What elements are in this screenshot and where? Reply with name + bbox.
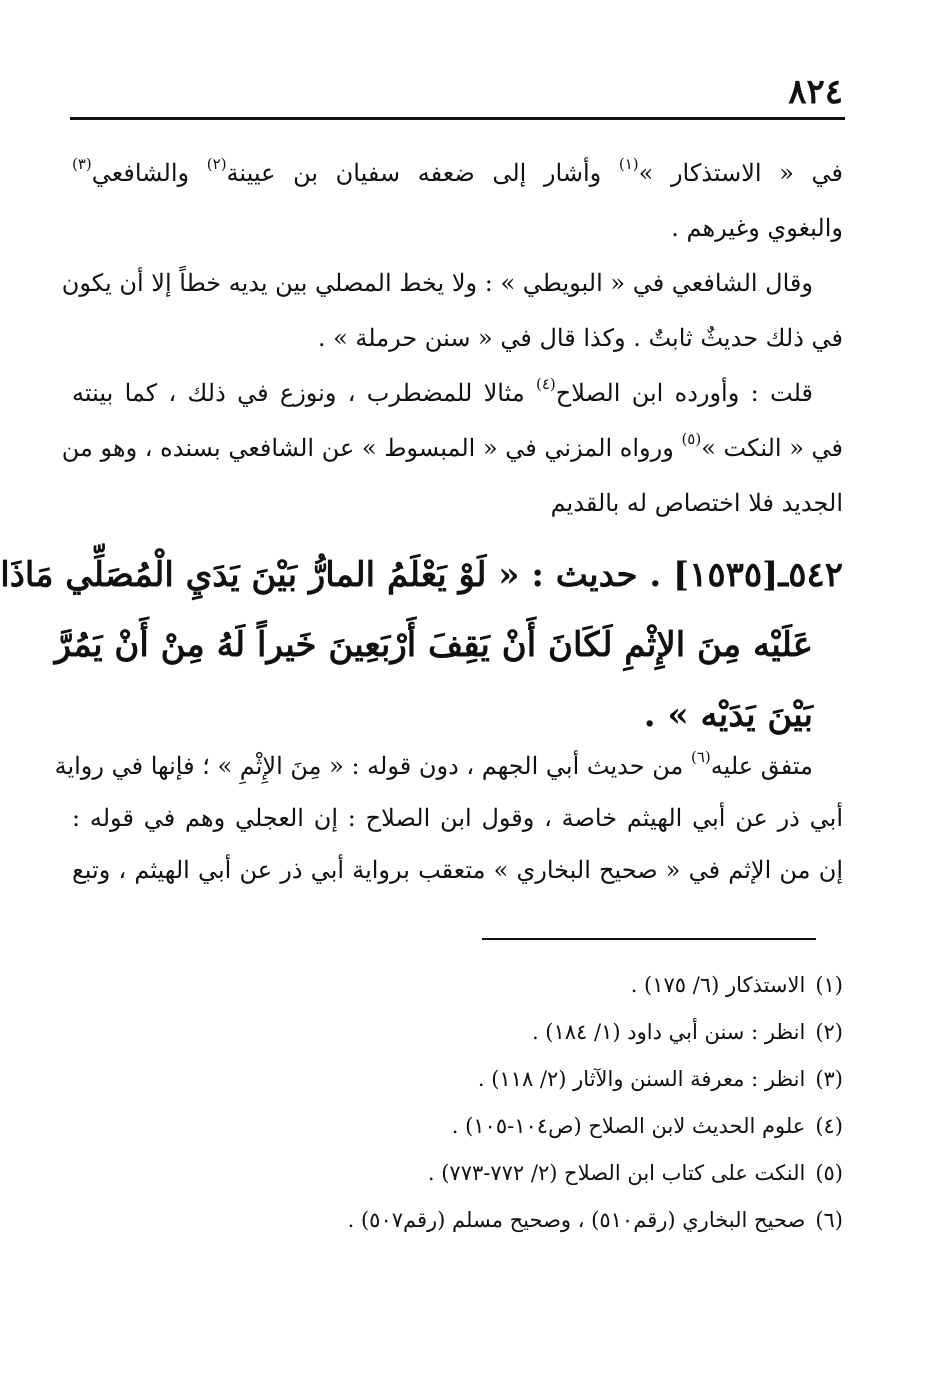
hadith-block bbox=[0, 540, 843, 750]
footnote-text: النكت على كتاب ابن الصلاح (٢/ ٧٧٢-٧٧٣) . bbox=[427, 1161, 806, 1185]
text-line: في ذلك حديثٌ ثابتٌ . وكذا قال في « سنن حرملة » . bbox=[317, 324, 843, 352]
text-line: الجديد فلا اختصاص له بالقديم bbox=[550, 489, 843, 517]
footnote-number: (٤) bbox=[815, 1114, 843, 1138]
footnote-text: الاستذكار (٦/ ١٧٥) . bbox=[630, 973, 806, 997]
header-rule bbox=[70, 117, 845, 120]
footnote-ref[interactable]: (٦) bbox=[690, 748, 711, 766]
text-line: وقال الشافعي في « البويطي » : ولا يخط المصلي بين يديه خطاً إلا أن يكون bbox=[61, 269, 813, 297]
text-line: أبي ذر عن أبي الهيثم خاصة ، وقول ابن الصلاح : إن العجلي وهم في قوله : bbox=[72, 804, 843, 832]
text-line: في « النكت »$^{(٥)}$ ورواه المزني في « المبسوط » عن الشافعي بسنده ، وهو من bbox=[61, 430, 843, 462]
footnote-text: انظر : معرفة السنن والآثار (٢/ ١١٨) . bbox=[477, 1067, 806, 1091]
main-text bbox=[61, 146, 843, 531]
hadith-line: ٥٤٢ـ[١٥٣٥] . حديث : « لَوْ يَعْلَمُ المارُّ بَيْنَ يَدَيِ الْمُصَلِّي مَاذَا bbox=[0, 555, 843, 595]
footnote-text: صحيح البخاري (رقم٥١٠) ، وصحيح مسلم (رقم٥٠٧) . bbox=[347, 1208, 806, 1232]
hadith-line: بَيْنَ يَدَيْه » . bbox=[643, 695, 813, 735]
footnote-item bbox=[120, 1197, 843, 1244]
text-line: متفق عليه$^{(٦)}$ من حديث أبي الجهم ، دون قوله : « مِنَ الإِثْمِ » ؛ فإنها في رواية bbox=[54, 748, 813, 780]
hadith-line: عَلَيْه مِنَ الإِثْمِ لَكَانَ أَنْ يَقِفَ أَرْبَعِينَ خَيراً لَهُ مِنْ أَنْ يَمُرَّ bbox=[54, 625, 813, 665]
footnote-number: (٢) bbox=[815, 1020, 843, 1044]
footnote-number: (١) bbox=[815, 973, 843, 997]
paragraph-1 bbox=[72, 146, 843, 256]
footnote-ref[interactable]: (١) bbox=[618, 155, 639, 173]
commentary-text bbox=[54, 740, 843, 896]
footnote-number: (٥) bbox=[815, 1161, 843, 1185]
footnote-item bbox=[120, 962, 843, 1009]
footnote-ref[interactable]: (٥) bbox=[681, 430, 702, 448]
footnote-text: علوم الحديث لابن الصلاح (ص١٠٤-١٠٥) . bbox=[451, 1114, 806, 1138]
paragraph-2 bbox=[61, 256, 843, 366]
hadith-number: ٥٤٢ـ[١٥٣٥] . bbox=[649, 555, 843, 595]
text-line: والبغوي وغيرهم . bbox=[671, 214, 843, 242]
text-line: في « الاستذكار »$^{(١)}$ وأشار إلى ضعفه سفيان بن عيينة$^{(٢)}$ والشافعي$^{(٣)}$ bbox=[72, 155, 843, 187]
footnote-item bbox=[120, 1150, 843, 1197]
footnote-separator bbox=[482, 938, 816, 940]
paragraph-3 bbox=[61, 366, 843, 531]
footnote-number: (٣) bbox=[815, 1067, 843, 1091]
footnote-ref[interactable]: (٤) bbox=[536, 375, 556, 393]
footnote-text: انظر : سنن أبي داود (١/ ١٨٤) . bbox=[531, 1020, 806, 1044]
footnote-item bbox=[120, 1056, 843, 1103]
text-line: إن من الإثم في « صحيح البخاري » متعقب برواية أبي ذر عن أبي الهيثم ، وتبع bbox=[72, 856, 843, 884]
page-number: ٨٢٤ bbox=[788, 72, 843, 112]
footnote-item bbox=[120, 1009, 843, 1056]
text-line: قلت : وأورده ابن الصلاح$^{(٤)}$ مثالا للمضطرب ، ونوزع في ذلك ، كما بينته bbox=[72, 375, 814, 407]
footnotes bbox=[120, 962, 843, 1244]
footnote-ref[interactable]: (٣) bbox=[72, 155, 92, 173]
footnote-item bbox=[120, 1103, 843, 1150]
footnote-ref[interactable]: (٢) bbox=[206, 155, 227, 173]
footnote-number: (٦) bbox=[815, 1208, 843, 1232]
